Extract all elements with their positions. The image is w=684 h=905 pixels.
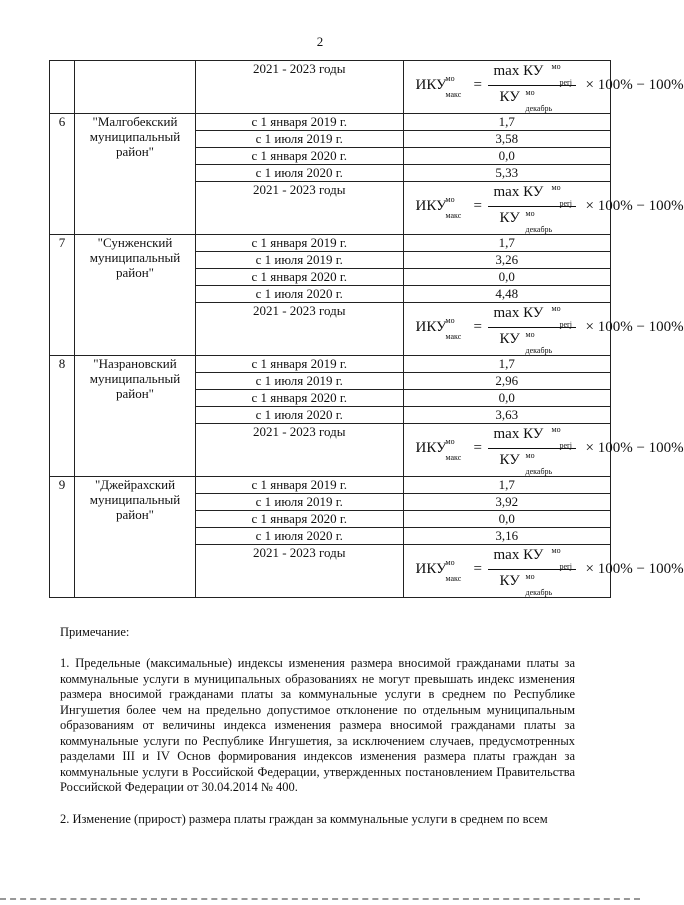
index-value-cell: 3,92	[403, 494, 611, 511]
formula-cell	[403, 182, 684, 235]
index-value-cell: 0,0	[403, 511, 611, 528]
date-cell: с 1 июля 2019 г.	[196, 131, 404, 148]
formula-cell	[403, 61, 684, 114]
formula-lhs: ИКУ мо макс	[415, 558, 462, 583]
formula-cell	[403, 545, 684, 598]
formula-lhs: ИКУ мо макс	[415, 316, 462, 341]
date-cell: с 1 января 2020 г.	[196, 148, 404, 165]
date-cell: с 1 июля 2020 г.	[196, 286, 404, 303]
row-number-cell: 9	[50, 477, 75, 598]
index-value-cell: 3,58	[403, 131, 611, 148]
formula-equals: =	[473, 319, 482, 335]
date-cell: с 1 января 2020 г.	[196, 511, 404, 528]
date-cell: с 1 января 2019 г.	[196, 477, 404, 494]
period-cell: 2021 - 2023 годы	[196, 61, 404, 114]
date-cell: с 1 июля 2019 г.	[196, 252, 404, 269]
table-row	[50, 114, 611, 131]
municipality-cell	[75, 61, 196, 114]
formula-numerator: max КУ мо perj	[493, 62, 572, 87]
municipality-cell: "Джейрахский муниципальный район"	[75, 477, 196, 598]
formula-equals: =	[473, 77, 482, 93]
formula-denominator: КУ мо декабрь	[499, 330, 553, 355]
table-row	[50, 477, 611, 494]
row-number-cell	[50, 61, 75, 114]
index-value-cell: 3,63	[403, 407, 611, 424]
formula-equals: =	[473, 198, 482, 214]
index-formula	[408, 61, 684, 113]
period-cell: 2021 - 2023 годы	[196, 424, 404, 477]
formula-tail: × 100% − 100%	[585, 319, 684, 335]
index-value-cell: 3,16	[403, 528, 611, 545]
formula-lhs: ИКУ мо макс	[415, 195, 462, 220]
date-cell: с 1 января 2019 г.	[196, 114, 404, 131]
formula-equals: =	[473, 561, 482, 577]
scan-artifact-line	[0, 898, 640, 900]
row-number-cell: 8	[50, 356, 75, 477]
index-formula	[408, 303, 684, 355]
date-cell: с 1 июля 2019 г.	[196, 373, 404, 390]
index-value-cell: 1,7	[403, 356, 611, 373]
municipality-cell: "Назрановский муниципальный район"	[75, 356, 196, 477]
note-paragraph-2: 2. Изменение (прирост) размера платы граждан за коммунальные услуги в среднем по всем	[60, 812, 548, 826]
index-formula	[408, 424, 684, 476]
formula-equals: =	[473, 440, 482, 456]
formula-denominator: КУ мо декабрь	[499, 451, 553, 476]
formula-numerator: max КУ мо perj	[493, 183, 572, 208]
date-cell: с 1 июля 2020 г.	[196, 528, 404, 545]
formula-tail: × 100% − 100%	[585, 561, 684, 577]
formula-tail: × 100% − 100%	[585, 440, 684, 456]
formula-denominator: КУ мо декабрь	[499, 572, 553, 597]
index-table	[49, 60, 684, 598]
period-cell: 2021 - 2023 годы	[196, 182, 404, 235]
index-value-cell: 0,0	[403, 390, 611, 407]
table-row	[50, 235, 611, 252]
table-row	[50, 61, 611, 114]
row-number-cell: 6	[50, 114, 75, 235]
formula-numerator: max КУ мо perj	[493, 304, 572, 329]
index-value-cell: 5,33	[403, 165, 611, 182]
index-formula	[408, 182, 684, 234]
notes-title: Примечание:	[60, 625, 130, 639]
formula-tail: × 100% − 100%	[585, 77, 684, 93]
index-value-cell: 3,26	[403, 252, 611, 269]
index-value-cell: 0,0	[403, 148, 611, 165]
formula-cell	[403, 303, 684, 356]
index-value-cell: 2,96	[403, 373, 611, 390]
formula-numerator: max КУ мо perj	[493, 546, 572, 571]
index-value-cell: 1,7	[403, 477, 611, 494]
table-row	[50, 356, 611, 373]
municipality-cell: "Малгобекский муниципальный район"	[75, 114, 196, 235]
index-value-cell: 1,7	[403, 235, 611, 252]
date-cell: с 1 июля 2020 г.	[196, 165, 404, 182]
date-cell: с 1 января 2019 г.	[196, 235, 404, 252]
date-cell: с 1 января 2020 г.	[196, 390, 404, 407]
date-cell: с 1 июля 2020 г.	[196, 407, 404, 424]
date-cell: с 1 июля 2019 г.	[196, 494, 404, 511]
formula-tail: × 100% − 100%	[585, 198, 684, 214]
period-cell: 2021 - 2023 годы	[196, 303, 404, 356]
index-formula	[408, 545, 684, 597]
formula-lhs: ИКУ мо макс	[415, 437, 462, 462]
index-value-cell: 4,48	[403, 286, 611, 303]
formula-cell	[403, 424, 684, 477]
date-cell: с 1 января 2020 г.	[196, 269, 404, 286]
index-value-cell: 1,7	[403, 114, 611, 131]
formula-numerator: max КУ мо perj	[493, 425, 572, 450]
note-paragraph-1: 1. Предельные (максимальные) индексы изменения размера вносимой гражданами платы за коммунальные услуги в муниципальных образованиях не могут превышать индекс изменения размера вносимой гражданами платы за коммунальные услуги в среднем по Республике Ингушетия более чем на предельно допустимое отклонение по отдельным муниципальным образованиям от величины индекса изменения размера вносимой гражданами платы за коммунальные услуги по Республике Ингушетия, за исключением случаев, предусмотренных разделами III и IV Основ формирования индексов изменения размера платы граждан за коммунальные услуги в Российской Федерации, утвержденных постановлением Правительства Российской Федерации от 30.04.2014 № 400.	[60, 656, 575, 794]
formula-lhs: ИКУ мо макс	[415, 74, 462, 99]
row-number-cell: 7	[50, 235, 75, 356]
formula-denominator: КУ мо декабрь	[499, 88, 553, 113]
index-value-cell: 0,0	[403, 269, 611, 286]
formula-denominator: КУ мо декабрь	[499, 209, 553, 234]
period-cell: 2021 - 2023 годы	[196, 545, 404, 598]
page-number: 2	[316, 34, 324, 49]
date-cell: с 1 января 2019 г.	[196, 356, 404, 373]
municipality-cell: "Сунженский муниципальный район"	[75, 235, 196, 356]
